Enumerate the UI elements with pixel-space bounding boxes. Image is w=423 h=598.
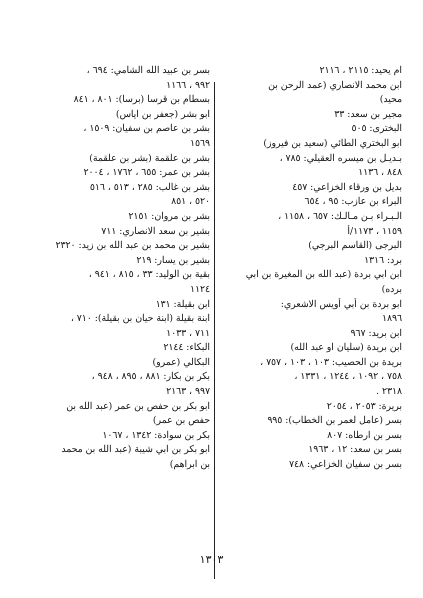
index-entry-line: ١٨٩٦ [382,313,402,325]
index-entry-line: ١١٥٩ ، ١١٧٣/أ [347,225,402,237]
index-entry-line: بريدة بن الحصيب: ١٠٣ ، ١٠٣ ، ٧٥٧ ، [260,356,402,368]
index-column-right [226,64,402,473]
index-entry-line: بشر بن علقمة (بشر بن علقمة) [89,152,210,164]
index-entry-line: ٨٤٨ ، ١١٣٦ [358,167,402,179]
index-entry-line: بـديـل بن ميسره العقيلي: ٧٨٥ ، [279,152,402,164]
index-entry-line: ابن بريدة (سليان او عبد الله) [290,342,402,354]
index-entry-line: البكاء: ٢١٤٤ [163,342,210,354]
index-entry-line: بسر بن سعد: ١٢ ، ١٩٦٣ [308,444,402,456]
index-column-left [34,64,210,473]
index-entry-line: ٥٢٠ ، ٨٥١ [171,196,210,208]
index-entry-line: محيد) [379,94,402,106]
index-entry-line: البرجى (القاسم البرجي) [308,240,402,252]
index-entry-line: ابن محمد الانصاري (عمد الرحن بن [268,79,402,91]
index-entry-line: ابنة بقيلة (ابنة حيان بن بقيلة): ٧١٠ ، [70,313,210,325]
index-entry-line: ٢٣١٨ . [376,386,402,398]
index-entry-line: برد: ١٣١٦ [364,254,402,266]
index-entry-line: بقية بن الوليد: ٣٣ ، ٨١٥ ، ٩٤١ ، [88,269,210,281]
index-entry-line: بسر بن ارطاه: ٨٠٧ [327,429,402,441]
index-entry-line: ابو بشر (جعفر بن اياس) [115,108,210,120]
index-entry-line: بسطام بن قرسا (برسا): ٨٠١ ، ٨٤١ [73,94,210,106]
index-entry-line: البكالي (عمرو) [152,356,210,368]
index-entry-line: بشر بن عاصم بن سفيان: ١٥٠٩ ، [83,123,210,135]
index-entry-line: بشير بن محمد بن عبد الله بن زيد: ٢٣٢٠ [55,240,210,252]
index-entry-line: بن ابراهم) [169,459,210,471]
index-entry-line: البخترى: ٥٠٥ [351,123,402,135]
index-entry-line: ٧٥٨ ، ١٠٩٢ ، ١٢٤٤ ، ١٣٣١ ، [294,371,402,383]
index-entry-line: بكر بن سوادة: ١٣٤٢ ، ١٠٦٧ [102,429,210,441]
index-entry-line: ٩٩٢ ، ١١٦٦ [166,79,210,91]
index-entry-line: البراء بن عازب: ٩٥ ، ٦٥٤ [304,196,402,208]
index-entry-line: بشير بن يسار: ٢١٩ [136,254,210,266]
index-entry-line: ابن بريد: ٩٦٧ [350,327,402,339]
index-entry-line: بديل بن ورقاء الخزاعي: ٤٥٧ [292,181,402,193]
index-entry-line: بشر بن عمر: ٦٥٥ ، ١٧٦٢ ، ٢٠٠٤ [83,167,210,179]
index-entry-line: ١٥٦٩ [190,137,210,149]
index-entry-line: الـبـراء بـن مـالـك: ٦٥٧ ، ١١٥٨ ، [278,210,402,222]
index-entry-line: بسر بن عبيد الله الشامي: ٦٩٤ ، [86,65,210,76]
index-entry-line: ٧١١ ، ١٠٣٣ [166,327,210,339]
index-entry-line: ابو بكر بن ابي شيبة (عبد الله بن محمد [61,444,210,456]
index-entry-line: بشير بن سعد الانصاري: ٧١١ [101,225,210,237]
index-entry-line: حفص بن عمر) [152,415,210,427]
index-entry-line: ابن بقيلة: ١٣١ [155,298,210,310]
index-entry-line: ابو بردة بن أبي أويس الاشعري: [280,298,402,310]
index-entry-line: ١١٢٤ [190,283,210,295]
index-entry-line: بسر بن سفيان الخزاعي: ٧٤٨ [289,459,402,471]
index-entry-line: مجير بن سعد: ٣٣ [334,108,402,120]
index-entry-line: بشر بن غالب: ٢٨٥ ، ٥١٣ ، ٥١٦ [89,181,210,193]
index-entry-line: ابن ابي بردة (عبد الله بن المغيرة بن ابي [245,269,402,281]
column-divider [214,82,215,579]
page-number: ١٣٠٣ [199,553,224,566]
index-entry-line: ابو البختري الطائي (سعيد بن فيروز) [263,137,402,149]
index-entry-line: ابو بكر بن حفص بن عمر (عبد الله بن [66,400,210,412]
index-entry-line: برده) [381,283,402,295]
index-entry-line: بريرة: ٢٠٥٣ ، ٢٠٥٤ [326,400,402,412]
index-entry-line: بشر بن مروان: ٢١٥١ [128,210,210,222]
index-entry-line: ٩٩٧ ، ٢١٦٣ [166,386,210,398]
index-entry-line: ام يحيد: ٢١١٥ ، ٢١١٦ [319,65,402,76]
index-entry-line: بكر بن بكار: ٨٨١ ، ٨٩٥ ، ٩٤٨ ، [91,371,210,383]
index-entry-line: بسر (عامل لعمر بن الخطاب): ٩٩٥ [267,415,402,427]
